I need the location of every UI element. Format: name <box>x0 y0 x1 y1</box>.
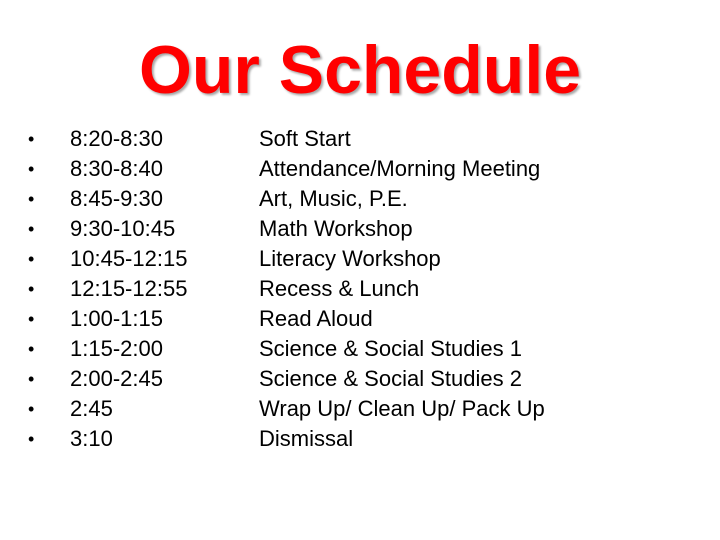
bullet-icon: • <box>28 369 35 389</box>
bullet-icon: • <box>28 339 35 359</box>
schedule-time: 10:45-12:15 <box>70 246 188 271</box>
bullet-icon: • <box>28 129 35 149</box>
schedule-row <box>28 184 708 214</box>
schedule-activity: Science & Social Studies 1 <box>259 336 522 361</box>
bullet-icon: • <box>28 399 35 419</box>
schedule-time: 8:45-9:30 <box>70 186 163 211</box>
page-title: Our Schedule <box>138 32 582 108</box>
bullet-icon: • <box>28 309 35 329</box>
schedule-activity: Math Workshop <box>259 216 413 241</box>
schedule-time: 9:30-10:45 <box>70 216 176 241</box>
schedule-activity: Read Aloud <box>259 306 373 331</box>
bullet-icon: • <box>28 159 35 179</box>
schedule-time: 2:00-2:45 <box>70 366 163 391</box>
schedule-activity: Wrap Up/ Clean Up/ Pack Up <box>259 396 545 421</box>
schedule-row <box>28 424 708 454</box>
schedule-row <box>28 214 708 244</box>
schedule-row <box>28 274 708 304</box>
schedule-list <box>28 124 708 454</box>
schedule-row <box>28 244 708 274</box>
schedule-activity: Literacy Workshop <box>259 246 441 271</box>
schedule-time: 8:30-8:40 <box>70 156 163 181</box>
bullet-icon: • <box>28 279 35 299</box>
schedule-time: 8:20-8:30 <box>70 126 163 151</box>
schedule-row <box>28 154 708 184</box>
schedule-activity: Attendance/Morning Meeting <box>259 156 541 181</box>
schedule-row <box>28 124 708 154</box>
schedule-activity: Art, Music, P.E. <box>259 186 408 211</box>
schedule-row <box>28 334 708 364</box>
schedule-activity: Dismissal <box>259 426 354 451</box>
bullet-icon: • <box>28 219 35 239</box>
bullet-icon: • <box>28 429 35 449</box>
schedule-row <box>28 304 708 334</box>
schedule-time: 12:15-12:55 <box>70 276 188 301</box>
schedule-row <box>28 364 708 394</box>
bullet-icon: • <box>28 249 35 269</box>
schedule-time: 1:15-2:00 <box>70 336 163 361</box>
schedule-row <box>28 394 708 424</box>
schedule-time: 1:00-1:15 <box>70 306 163 331</box>
schedule-time: 2:45 <box>70 396 113 421</box>
schedule-time: 3:10 <box>70 426 113 451</box>
schedule-activity: Science & Social Studies 2 <box>259 366 522 391</box>
schedule-activity: Soft Start <box>259 126 351 151</box>
bullet-icon: • <box>28 189 35 209</box>
schedule-activity: Recess & Lunch <box>259 276 420 301</box>
